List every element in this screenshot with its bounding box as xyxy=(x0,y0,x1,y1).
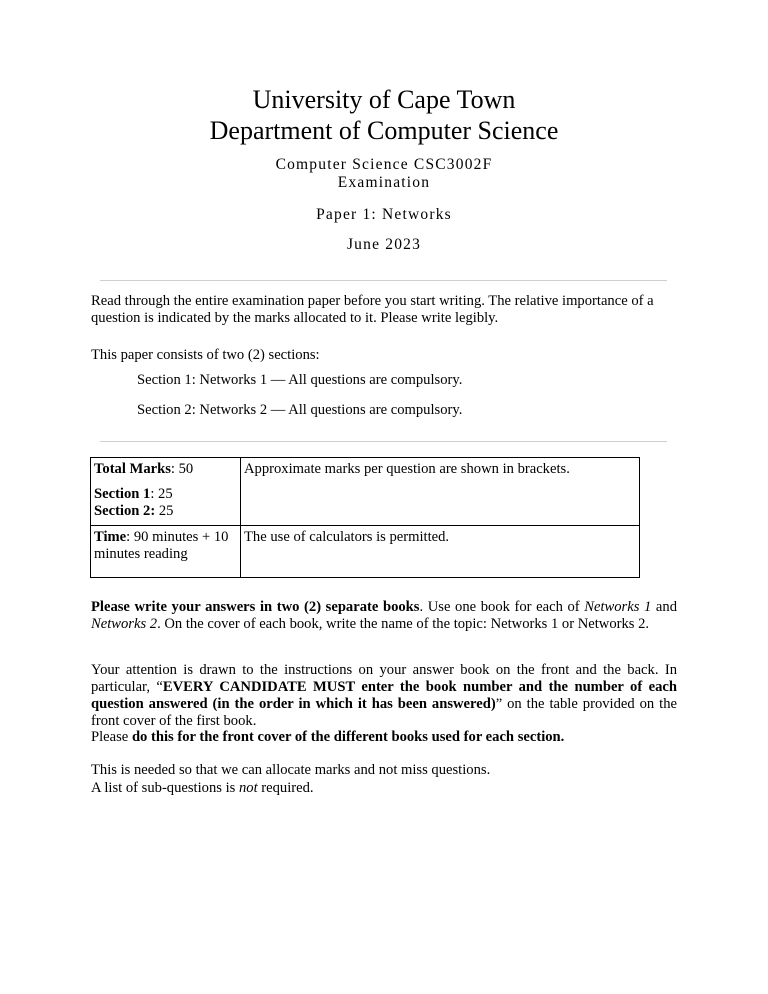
section2-marks-value: 25 xyxy=(155,503,174,519)
total-marks-value: : 50 xyxy=(170,461,194,477)
books-text-3: . On the cover of each book, write the name of the topic: Networks 1 or Networks 2. xyxy=(157,616,650,632)
time-label: Time xyxy=(94,529,127,545)
time-value: : 90 minutes + 10 minutes reading xyxy=(94,529,229,562)
candidate-instruction-bold: EVERY CANDIDATE MUST enter the book number and the number of each question answered (in the order in which it has been answered) xyxy=(91,679,677,712)
marks-row xyxy=(91,458,640,526)
attention-text-1: Your attention is drawn to the instructions on your answer book on the front and the back. In particular, “ xyxy=(91,662,677,695)
books-paragraph xyxy=(91,599,677,633)
section-2-line: Section 2: Networks 2 — All questions are compulsory. xyxy=(137,402,463,418)
topic-networks-1: Networks 1 xyxy=(584,599,652,615)
marks-table xyxy=(90,457,640,578)
divider-top xyxy=(100,280,667,281)
exam-type: Examination xyxy=(337,174,431,191)
marks-note: Approximate marks per question are shown in brackets. xyxy=(244,461,570,477)
section1-marks-label: Section 1 xyxy=(94,486,151,502)
please-bold: do this for the front cover of the different books used for each section. xyxy=(131,729,565,745)
please-line xyxy=(91,729,677,746)
books-text-2: and xyxy=(651,599,677,615)
books-instruction-bold: Please write your answers in two (2) separate books xyxy=(91,599,420,615)
books-text-1: . Use one book for each of xyxy=(419,599,585,615)
course-block xyxy=(0,156,768,192)
needed-line: This is needed so that we can allocate marks and not miss questions. xyxy=(91,762,491,778)
sections-intro: This paper consists of two (2) sections: xyxy=(91,347,320,363)
department-name: Department of Computer Science xyxy=(209,116,559,145)
divider-bottom xyxy=(100,441,667,442)
exam-date: June 2023 xyxy=(346,236,422,253)
course-name: Computer Science CSC3002F xyxy=(275,156,493,173)
marks-cell xyxy=(91,458,241,526)
section2-marks-label: Section 2: xyxy=(94,503,156,519)
section1-marks-value: : 25 xyxy=(150,486,173,502)
attention-text-2: ” on the table provided on the front cover of the first book. xyxy=(91,696,677,729)
intro-paragraph: Read through the entire examination paper before you start writing. The relative importance of a question is indicated by the marks allocated to it. Please write legibly. xyxy=(91,293,654,326)
not-emphasis: not xyxy=(238,780,258,796)
attention-paragraph xyxy=(91,662,677,730)
section-1-line: Section 1: Networks 1 — All questions are compulsory. xyxy=(137,372,463,388)
subquestions-text-post: required. xyxy=(257,780,314,796)
title-block xyxy=(0,84,768,146)
university-name: University of Cape Town xyxy=(252,85,516,114)
time-row xyxy=(91,526,640,578)
time-cell xyxy=(91,526,241,578)
calculator-note: The use of calculators is permitted. xyxy=(244,529,450,545)
total-marks-label: Total Marks xyxy=(94,461,171,477)
calculator-cell xyxy=(241,526,640,578)
topic-networks-2: Networks 2 xyxy=(91,616,158,632)
please-text: Please xyxy=(91,729,132,745)
marks-note-cell xyxy=(241,458,640,526)
paper-title: Paper 1: Networks xyxy=(316,206,452,223)
subquestions-text-pre: A list of sub-questions is xyxy=(91,780,239,796)
subquestions-line xyxy=(91,780,677,797)
